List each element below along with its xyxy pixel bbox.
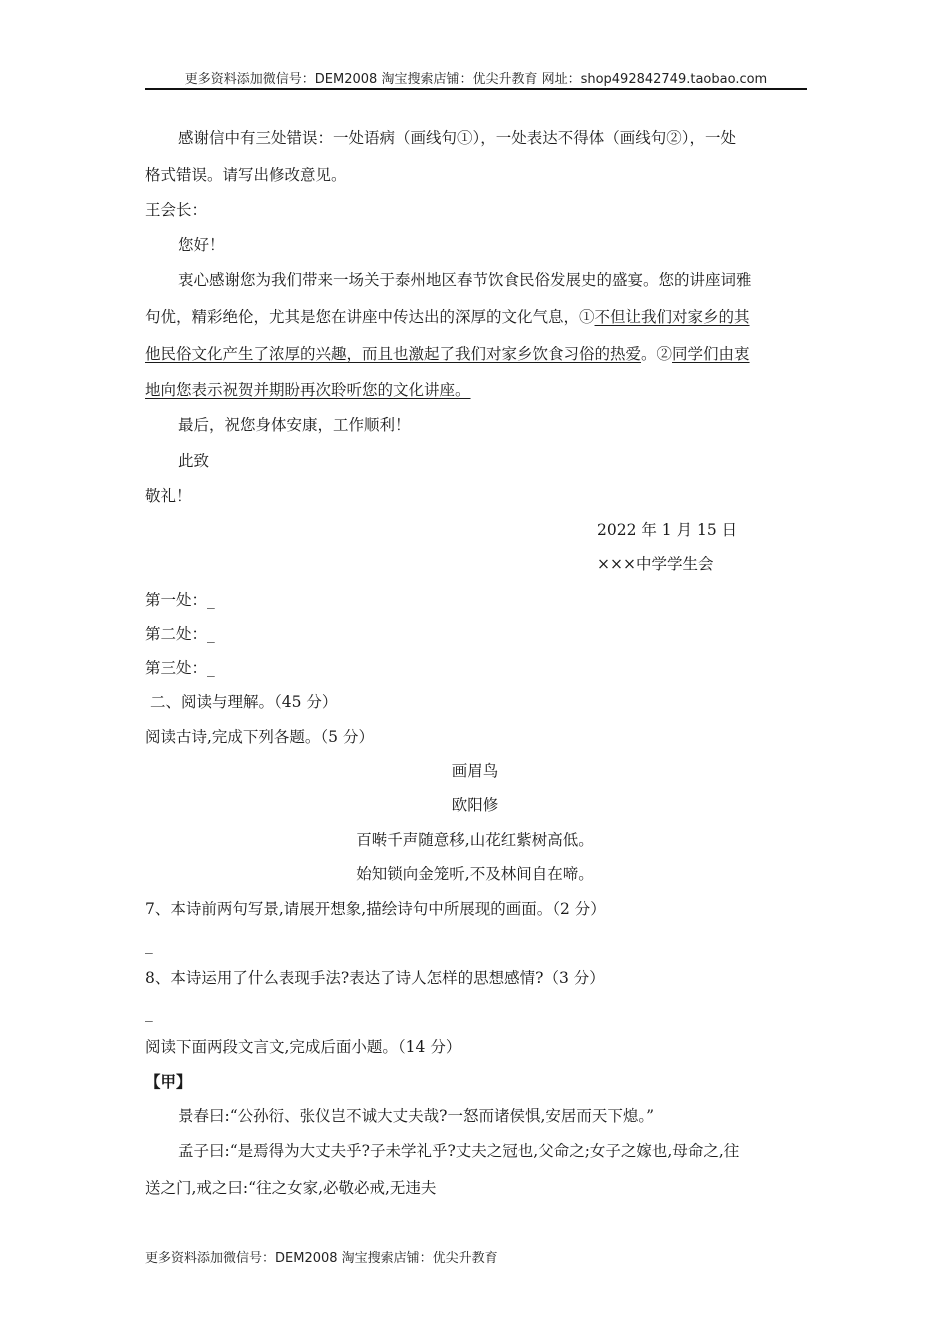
letter-closing: 最后，祝您身体安康，工作顺利！: [178, 416, 411, 434]
letter-paragraph-line-2: [145, 307, 750, 327]
letter-paragraph-line-3: [145, 344, 750, 364]
poem-author: 欧阳修: [451, 796, 499, 814]
wenyan-line-3: 送之门,戒之曰:“往之女家,必敬必戒,无违夫: [145, 1179, 437, 1197]
header-divider: [145, 88, 807, 90]
answer-blank-1: 第一处：_: [145, 591, 215, 609]
underlined-sentence-2-cont: 地向您表示祝贺并期盼再次聆听您的文化讲座。: [145, 381, 471, 399]
question-8: 8、本诗运用了什么表现手法?表达了诗人怎样的思想感情?（3 分）: [145, 969, 605, 987]
letter-signature: ×××中学学生会: [597, 555, 714, 573]
question-7: 7、本诗前两句写景,请展开想象,描绘诗句中所展现的画面。（2 分）: [145, 900, 606, 918]
poem-title: 画眉鸟: [451, 762, 499, 780]
letter-greeting: 您好！: [178, 236, 225, 254]
passage-label-jia: 【甲】: [145, 1072, 192, 1091]
wenyan-line-2: 孟子曰:“是焉得为大丈夫乎?子未学礼乎?丈夫之冠也,父命之;女子之嫁也,母命之,往: [178, 1142, 740, 1160]
question-text-line-1: 感谢信中有三处错误：一处语病（画线句①），一处表达不得体（画线句②），一处: [178, 129, 737, 147]
letter-cizhi: 此致: [178, 452, 210, 470]
wenyan-intro: 阅读下面两段文言文,完成后面小题。（14 分）: [145, 1038, 462, 1056]
letter-date: 2022 年 1 月 15 日: [597, 521, 738, 539]
underlined-sentence-1-cont: 他民俗文化产生了浓厚的兴趣，而且也激起了我们对家乡饮食习俗的热爱: [145, 345, 642, 363]
section-title: 二、阅读与理解。（45 分）: [150, 693, 338, 711]
letter-paragraph-line-1: 衷心感谢您为我们带来一场关于泰州地区春节饮食民俗发展史的盛宴。您的讲座词雅: [178, 271, 752, 289]
page-header: 更多资料添加微信号：DEM2008 淘宝搜索店铺：优尖升教育 网址：shop492842749.taobao.com: [184, 72, 768, 87]
answer-blank-2: 第二处：_: [145, 625, 215, 643]
underlined-sentence-1: 不但让我们对家乡的其: [594, 308, 750, 326]
underlined-sentence-2: 同学们由衷: [672, 345, 750, 363]
question-text-line-2: 格式错误。请写出修改意见。: [145, 166, 347, 184]
poem-line-2: 始知锁向金笼听,不及林间自在啼。: [356, 865, 594, 883]
page-footer: 更多资料添加微信号：DEM2008 淘宝搜索店铺：优尖升教育: [145, 1251, 498, 1266]
question-8-answer-blank: _: [145, 1004, 153, 1022]
letter-jingli: 敬礼！: [145, 487, 192, 505]
poem-intro: 阅读古诗,完成下列各题。（5 分）: [145, 728, 374, 746]
letter-salutation: 王会长：: [145, 201, 208, 219]
letter-text: 。②: [641, 345, 673, 363]
question-7-answer-blank: _: [145, 936, 153, 954]
letter-text: 句优，精彩绝伦，尤其是您在讲座中传达出的深厚的文化气息，①: [145, 308, 595, 326]
wenyan-line-1: 景春曰:“公孙衍、张仪岂不诚大丈夫哉?一怒而诸侯惧,安居而天下熄。”: [178, 1107, 655, 1125]
answer-blank-3: 第三处：_: [145, 659, 215, 677]
letter-paragraph-line-4: [145, 380, 471, 400]
poem-line-1: 百啭千声随意移,山花红紫树高低。: [356, 831, 594, 849]
